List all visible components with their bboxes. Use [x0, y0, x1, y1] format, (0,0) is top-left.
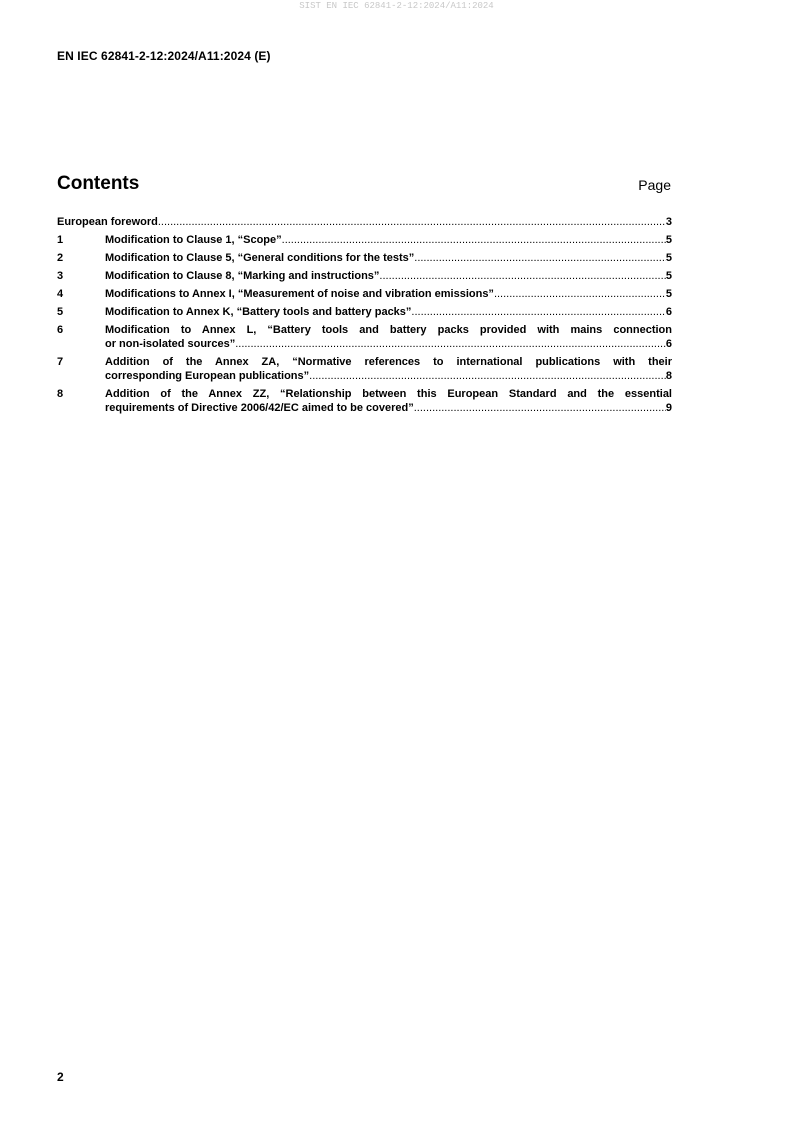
- toc-entry-body: [105, 355, 672, 383]
- dot-leader: [414, 251, 666, 265]
- toc-entry[interactable]: [57, 233, 672, 247]
- toc-entry-last-line: [105, 401, 672, 415]
- toc-entry-last-line: [105, 337, 672, 351]
- dot-leader: [411, 305, 665, 319]
- toc-entry[interactable]: [57, 323, 672, 351]
- toc-entry-page: 3: [665, 216, 672, 228]
- contents-heading: [57, 173, 671, 195]
- page-column-label: Page: [638, 177, 671, 193]
- toc-entry-title: Modification to Clause 8, “Marking and instructions”: [105, 270, 380, 282]
- toc-entry-title: or non-isolated sources”: [105, 338, 236, 350]
- toc-entry-number: 5: [57, 306, 64, 318]
- toc-entry[interactable]: [57, 287, 672, 301]
- toc-entry-number: 4: [57, 288, 64, 300]
- dot-leader: [158, 215, 666, 229]
- toc-entry-title-line: Addition of the Annex ZA, “Normative references to international publications with their: [105, 356, 672, 368]
- toc-entry-title: Modification to Clause 5, “General conditions for the tests”: [105, 252, 415, 264]
- toc-entry-page: 9: [665, 402, 672, 414]
- toc-entry-page: 5: [665, 288, 672, 300]
- toc-entry-title: Modifications to Annex I, “Measurement of noise and vibration emissions”: [105, 288, 494, 300]
- watermark: SIST EN IEC 62841-2-12:2024/A11:2024: [299, 1, 494, 11]
- table-of-contents: [57, 215, 672, 419]
- toc-entry-title: requirements of Directive 2006/42/EC aimed to be covered”: [105, 402, 414, 414]
- toc-entry-body: [57, 215, 672, 229]
- toc-entry-page: 8: [665, 370, 672, 382]
- page-number: 2: [57, 1070, 64, 1084]
- toc-entry-number: 1: [57, 234, 64, 246]
- toc-entry-number: 3: [57, 270, 64, 282]
- toc-entry-body: [105, 287, 672, 301]
- toc-entry-body: [105, 323, 672, 351]
- toc-entry[interactable]: [57, 355, 672, 383]
- dot-leader: [309, 369, 666, 383]
- toc-entry[interactable]: [57, 305, 672, 319]
- contents-title: Contents: [57, 173, 140, 194]
- toc-entry-last-line: [57, 215, 672, 229]
- dot-leader: [235, 337, 666, 351]
- dot-leader: [282, 233, 666, 247]
- toc-entry-body: [105, 387, 672, 415]
- toc-entry-last-line: [105, 233, 672, 247]
- toc-entry-number: 7: [57, 356, 64, 368]
- toc-entry-last-line: [105, 287, 672, 301]
- toc-entry[interactable]: [57, 251, 672, 265]
- toc-entry-number: 2: [57, 252, 64, 264]
- toc-entry-page: 5: [665, 252, 672, 264]
- toc-entry[interactable]: [57, 215, 672, 229]
- toc-entry-page: 5: [665, 270, 672, 282]
- toc-entry-last-line: [105, 305, 672, 319]
- dot-leader: [414, 401, 666, 415]
- toc-entry-body: [105, 269, 672, 283]
- toc-entry-number: 6: [57, 324, 64, 336]
- toc-entry-last-line: [105, 269, 672, 283]
- toc-entry-title-line: Modification to Annex L, “Battery tools and battery packs provided with mains connection: [105, 324, 672, 336]
- toc-entry-last-line: [105, 369, 672, 383]
- toc-entry-body: [105, 305, 672, 319]
- toc-entry-body: [105, 251, 672, 265]
- toc-entry-title: Modification to Annex K, “Battery tools and battery packs”: [105, 306, 412, 318]
- toc-entry[interactable]: [57, 387, 672, 415]
- toc-entry-body: [105, 233, 672, 247]
- toc-entry-page: 5: [665, 234, 672, 246]
- toc-entry-title: European foreword: [57, 216, 158, 228]
- toc-entry-title-line: Addition of the Annex ZZ, “Relationship between this European Standard and the essential: [105, 388, 672, 400]
- toc-entry-title: Modification to Clause 1, “Scope”: [105, 234, 282, 246]
- toc-entry-page: 6: [665, 306, 672, 318]
- document-id: EN IEC 62841-2-12:2024/A11:2024 (E): [57, 49, 271, 63]
- dot-leader: [494, 287, 666, 301]
- toc-entry-title: corresponding European publications”: [105, 370, 310, 382]
- toc-entry[interactable]: [57, 269, 672, 283]
- toc-entry-page: 6: [665, 338, 672, 350]
- toc-entry-last-line: [105, 251, 672, 265]
- toc-entry-number: 8: [57, 388, 64, 400]
- dot-leader: [379, 269, 665, 283]
